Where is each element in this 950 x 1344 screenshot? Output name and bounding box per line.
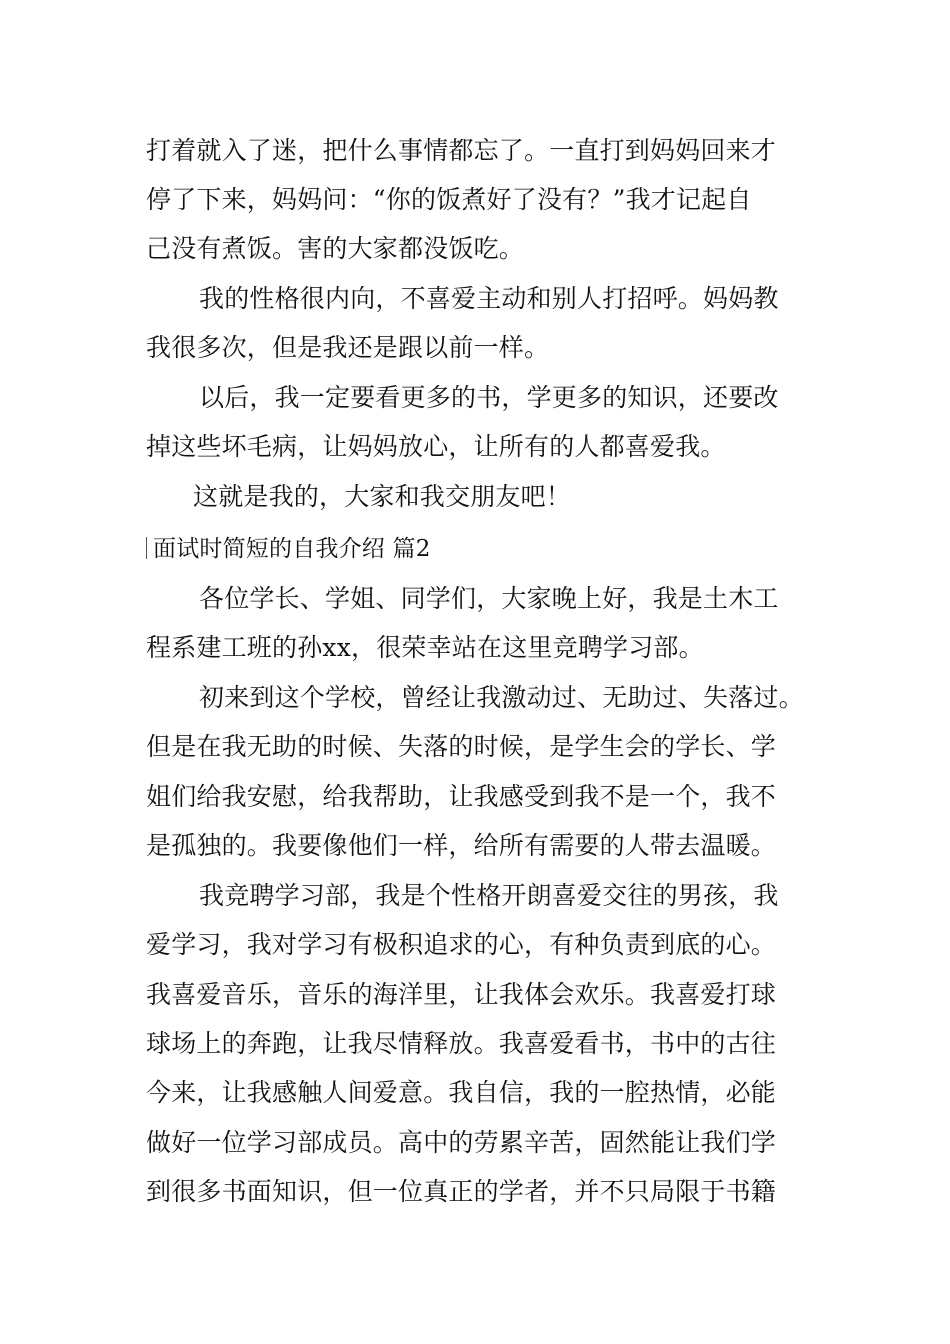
heading-marker	[146, 537, 147, 559]
paragraph-line: 我竞聘学习部，我是个性格开朗喜爱交往的男孩，我	[199, 881, 779, 910]
paragraph-line: 但是在我无助的时候、失落的时候，是学生会的学长、学	[146, 732, 777, 761]
paragraph-line: 姐们给我安慰，给我帮助，让我感受到我不是一个，我不	[146, 782, 777, 811]
paragraph-line: 程系建工班的孙xx，很荣幸站在这里竞聘学习部。	[146, 633, 704, 662]
paragraph-line: 到很多书面知识，但一位真正的学者，并不只局限于书籍	[146, 1177, 777, 1206]
section-heading-text: 面试时简短的自我介绍 篇2	[153, 536, 431, 562]
paragraph-line: 爱学习，我对学习有极积追求的心，有种负责到底的心。	[146, 930, 777, 959]
paragraph-line: 这就是我的，大家和我交朋友吧！	[193, 482, 572, 511]
paragraph-line: 今来，让我感触人间爱意。我自信，我的一腔热情，必能	[146, 1078, 777, 1107]
paragraph-line: 停了下来，妈妈问：“你的饭煮好了没有？”我才记起自	[146, 185, 752, 214]
section-heading	[146, 533, 431, 565]
paragraph-line: 做好一位学习部成员。高中的劳累辛苦，固然能让我们学	[146, 1128, 777, 1157]
paragraph-line: 球场上的奔跑，让我尽情释放。我喜爱看书，书中的古往	[146, 1029, 777, 1058]
paragraph-line: 以后，我一定要看更多的书，学更多的知识，还要改	[199, 383, 779, 412]
paragraph-line: 打着就入了迷，把什么事情都忘了。一直打到妈妈回来才	[146, 136, 777, 165]
paragraph-line: 我的性格很内向，不喜爱主动和别人打招呼。妈妈教	[199, 284, 779, 313]
paragraph-line: 我喜爱音乐，音乐的海洋里，让我体会欢乐。我喜爱打球	[146, 980, 777, 1009]
paragraph-line: 掉这些坏毛病，让妈妈放心，让所有的人都喜爱我。	[146, 432, 726, 461]
paragraph-line: 初来到这个学校，曾经让我激动过、无助过、失落过。	[199, 683, 804, 712]
paragraph-line: 我很多次，但是我还是跟以前一样。	[146, 333, 550, 362]
paragraph-line: 各位学长、学姐、同学们，大家晚上好，我是土木工	[199, 584, 779, 613]
paragraph-line: 己没有煮饭。害的大家都没饭吃。	[146, 234, 525, 263]
paragraph-line: 是孤独的。我要像他们一样，给所有需要的人带去温暖。	[146, 831, 777, 860]
